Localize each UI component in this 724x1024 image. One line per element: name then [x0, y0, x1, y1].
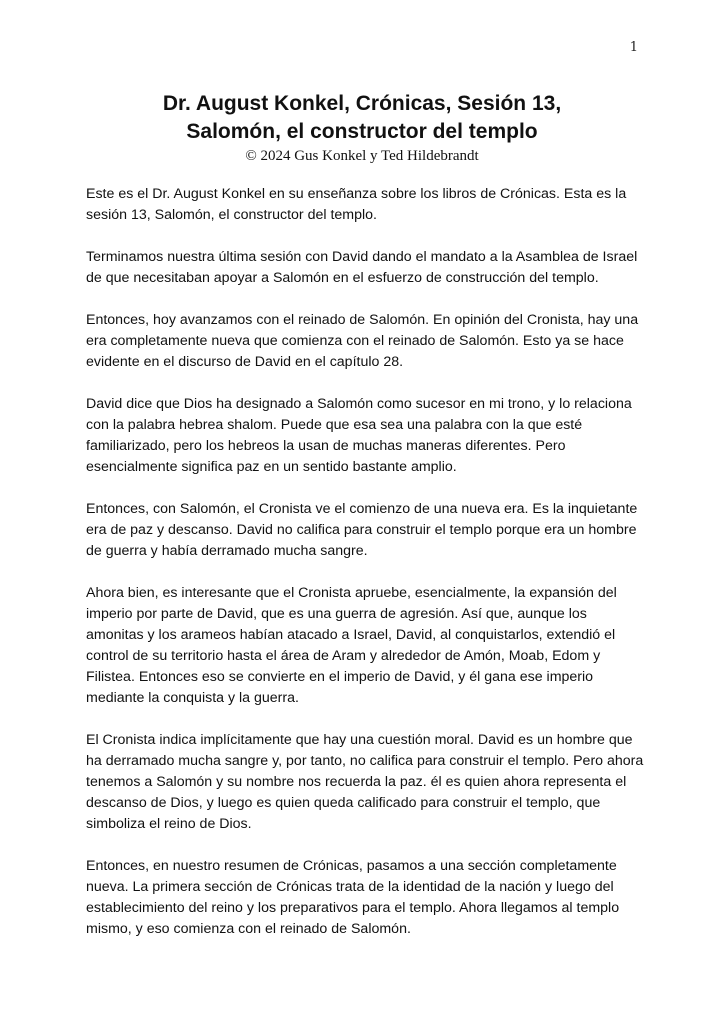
document-body	[86, 184, 648, 961]
page-number: 1	[629, 40, 638, 55]
paragraph: David dice que Dios ha designado a Salomón como sucesor en mi trono, y lo relaciona con la palabra hebrea shalom. Puede que esa sea una palabra con la que esté familiarizado, pero los hebreos la usan de muchas maneras diferentes. Pero esencialmente significa paz en un sentido bastante amplio.	[86, 396, 632, 475]
paragraph: Entonces, con Salomón, el Cronista ve el comienzo de una nueva era. Es la inquietante era de paz y descanso. David no califica para construir el templo porque era un hombre de guerra y había derramado mucha sangre.	[86, 501, 638, 559]
paragraph: Entonces, hoy avanzamos con el reinado de Salomón. En opinión del Cronista, hay una era completamente nueva que comienza con el reinado de Salomón. Esto ya se hace evidente en el discurso de David en el capítulo 28.	[86, 312, 639, 370]
paragraph: El Cronista indica implícitamente que hay una cuestión moral. David es un hombre que ha derramado mucha sangre y, por tanto, no califica para construir el templo. Pero ahora tenemos a Salomón y su nombre nos recuerda la paz. él es quien ahora representa el descanso de Dios, y luego es quien queda calificado para construir el templo, que simboliza el reino de Dios.	[86, 732, 644, 832]
title-line-2: Salomón, el constructor del templo	[186, 120, 538, 143]
paragraph: Ahora bien, es interesante que el Cronista apruebe, esencialmente, la expansión del imperio por parte de David, que es una guerra de agresión. Así que, aunque los amonitas y los arameos habían atacado a Israel, David, al conquistarlos, extendió el control de su territorio hasta el área de Aram y alrededor de Amón, Moab, Edom y Filistea. Entonces eso se convierte en el imperio de David, y él gana ese imperio mediante la conquista y la guerra.	[86, 585, 617, 706]
paragraph: Entonces, en nuestro resumen de Crónicas, pasamos a una sección completamente nueva. La primera sección de Crónicas trata de la identidad de la nación y luego del establecimiento del reino y los preparativos para el templo. Ahora llegamos al templo mismo, y eso comienza con el reinado de Salomón.	[86, 858, 620, 937]
document-title	[0, 90, 724, 146]
title-line-1: Dr. August Konkel, Crónicas, Sesión 13,	[162, 92, 562, 115]
paragraph: Este es el Dr. August Konkel en su enseñanza sobre los libros de Crónicas. Esta es la sesión 13, Salomón, el constructor del templo.	[86, 186, 627, 223]
document-header	[0, 90, 724, 165]
paragraph: Terminamos nuestra última sesión con David dando el mandato a la Asamblea de Israel de que necesitaban apoyar a Salomón en el esfuerzo de construcción del templo.	[86, 249, 638, 286]
copyright-line: © 2024 Gus Konkel y Ted Hildebrandt	[245, 148, 479, 164]
